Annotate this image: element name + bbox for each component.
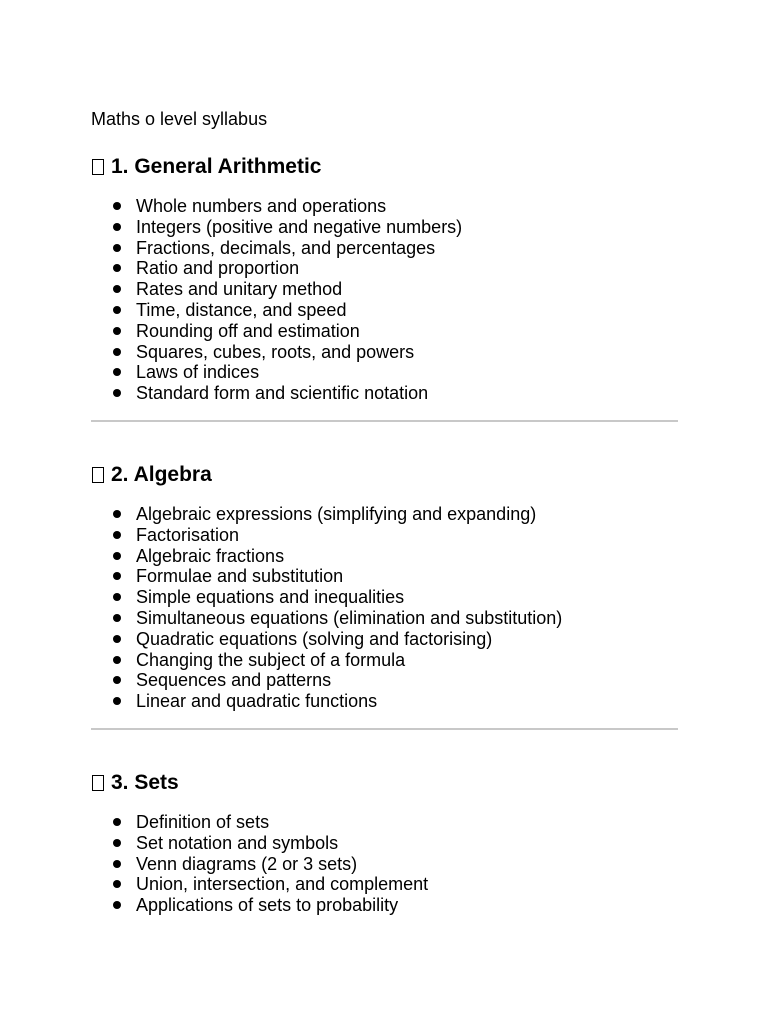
section-heading-general-arithmetic bbox=[91, 154, 678, 180]
list-item-text: Factorisation bbox=[136, 524, 240, 545]
list-item-text: Algebraic fractions bbox=[136, 545, 285, 566]
bullet-icon bbox=[113, 860, 121, 868]
list-item bbox=[91, 504, 678, 525]
section-heading-text: 3. Sets bbox=[111, 770, 179, 794]
list-item-text: Standard form and scientific notation bbox=[136, 383, 429, 404]
list-item-text: Definition of sets bbox=[136, 811, 270, 832]
bullet-icon bbox=[113, 839, 121, 847]
list-item bbox=[91, 691, 678, 712]
list-item bbox=[91, 812, 678, 833]
section-divider bbox=[91, 420, 678, 422]
bullet-icon bbox=[113, 348, 121, 356]
topic-list-algebra bbox=[91, 504, 678, 712]
list-item-text: Quadratic equations (solving and factorising) bbox=[136, 628, 493, 649]
list-item bbox=[91, 342, 678, 363]
bullet-icon bbox=[113, 572, 121, 580]
list-item bbox=[91, 300, 678, 321]
bullet-icon bbox=[113, 901, 121, 909]
list-item bbox=[91, 217, 678, 238]
section-heading-text: 1. General Arithmetic bbox=[111, 155, 322, 178]
bullet-icon bbox=[113, 676, 121, 684]
list-item bbox=[91, 258, 678, 279]
missing-glyph-icon bbox=[92, 775, 104, 791]
bullet-icon bbox=[113, 368, 121, 376]
bullet-icon bbox=[113, 818, 121, 826]
list-item-text: Set notation and symbols bbox=[136, 832, 339, 853]
bullet-icon bbox=[113, 244, 121, 252]
bullet-icon bbox=[113, 510, 121, 518]
bullet-icon bbox=[113, 614, 121, 622]
list-item bbox=[91, 279, 678, 300]
bullet-icon bbox=[113, 656, 121, 664]
bullet-icon bbox=[113, 635, 121, 643]
list-item bbox=[91, 670, 678, 691]
list-item-text: Algebraic expressions (simplifying and expanding) bbox=[136, 503, 537, 524]
list-item bbox=[91, 587, 678, 608]
list-item-text: Rounding off and estimation bbox=[136, 320, 360, 341]
topic-list-sets bbox=[91, 812, 678, 916]
list-item-text: Laws of indices bbox=[136, 362, 260, 383]
list-item-text: Venn diagrams (2 or 3 sets) bbox=[136, 853, 358, 874]
bullet-icon bbox=[113, 880, 121, 888]
document-page bbox=[91, 108, 678, 916]
list-item-text: Formulae and substitution bbox=[136, 566, 344, 587]
document-title: Maths o level syllabus bbox=[91, 109, 268, 129]
list-item bbox=[91, 874, 678, 895]
bullet-icon bbox=[113, 389, 121, 397]
list-item-text: Simple equations and inequalities bbox=[136, 587, 405, 608]
bullet-icon bbox=[113, 223, 121, 231]
list-item bbox=[91, 196, 678, 217]
list-item bbox=[91, 321, 678, 342]
bullet-icon bbox=[113, 593, 121, 601]
list-item bbox=[91, 895, 678, 916]
list-item bbox=[91, 608, 678, 629]
bullet-icon bbox=[113, 202, 121, 210]
bullet-icon bbox=[113, 306, 121, 314]
section-heading-algebra bbox=[91, 462, 678, 488]
section-heading-sets bbox=[91, 770, 678, 796]
list-item-text: Union, intersection, and complement bbox=[136, 874, 429, 895]
list-item-text: Simultaneous equations (elimination and substitution) bbox=[136, 607, 563, 628]
list-item bbox=[91, 854, 678, 875]
section-divider bbox=[91, 728, 678, 730]
list-item bbox=[91, 833, 678, 854]
list-item bbox=[91, 238, 678, 259]
list-item-text: Time, distance, and speed bbox=[136, 299, 347, 320]
list-item-text: Fractions, decimals, and percentages bbox=[136, 237, 436, 258]
list-item-text: Applications of sets to probability bbox=[136, 895, 399, 916]
list-item-text: Linear and quadratic functions bbox=[136, 691, 378, 712]
list-item bbox=[91, 383, 678, 404]
list-item bbox=[91, 650, 678, 671]
missing-glyph-icon bbox=[92, 467, 104, 483]
topic-list-general-arithmetic bbox=[91, 196, 678, 404]
list-item bbox=[91, 629, 678, 650]
missing-glyph-icon bbox=[92, 159, 104, 175]
list-item bbox=[91, 566, 678, 587]
list-item-text: Sequences and patterns bbox=[136, 670, 332, 691]
list-item-text: Whole numbers and operations bbox=[136, 196, 387, 216]
bullet-icon bbox=[113, 285, 121, 293]
list-item-text: Ratio and proportion bbox=[136, 258, 300, 279]
list-item-text: Rates and unitary method bbox=[136, 279, 343, 300]
list-item-text: Squares, cubes, roots, and powers bbox=[136, 341, 415, 362]
list-item-text: Changing the subject of a formula bbox=[136, 649, 406, 670]
bullet-icon bbox=[113, 531, 121, 539]
list-item-text: Integers (positive and negative numbers) bbox=[136, 216, 463, 237]
bullet-icon bbox=[113, 327, 121, 335]
bullet-icon bbox=[113, 552, 121, 560]
section-heading-text: 2. Algebra bbox=[111, 462, 212, 486]
list-item bbox=[91, 525, 678, 546]
bullet-icon bbox=[113, 697, 121, 705]
list-item bbox=[91, 546, 678, 567]
list-item bbox=[91, 362, 678, 383]
bullet-icon bbox=[113, 264, 121, 272]
